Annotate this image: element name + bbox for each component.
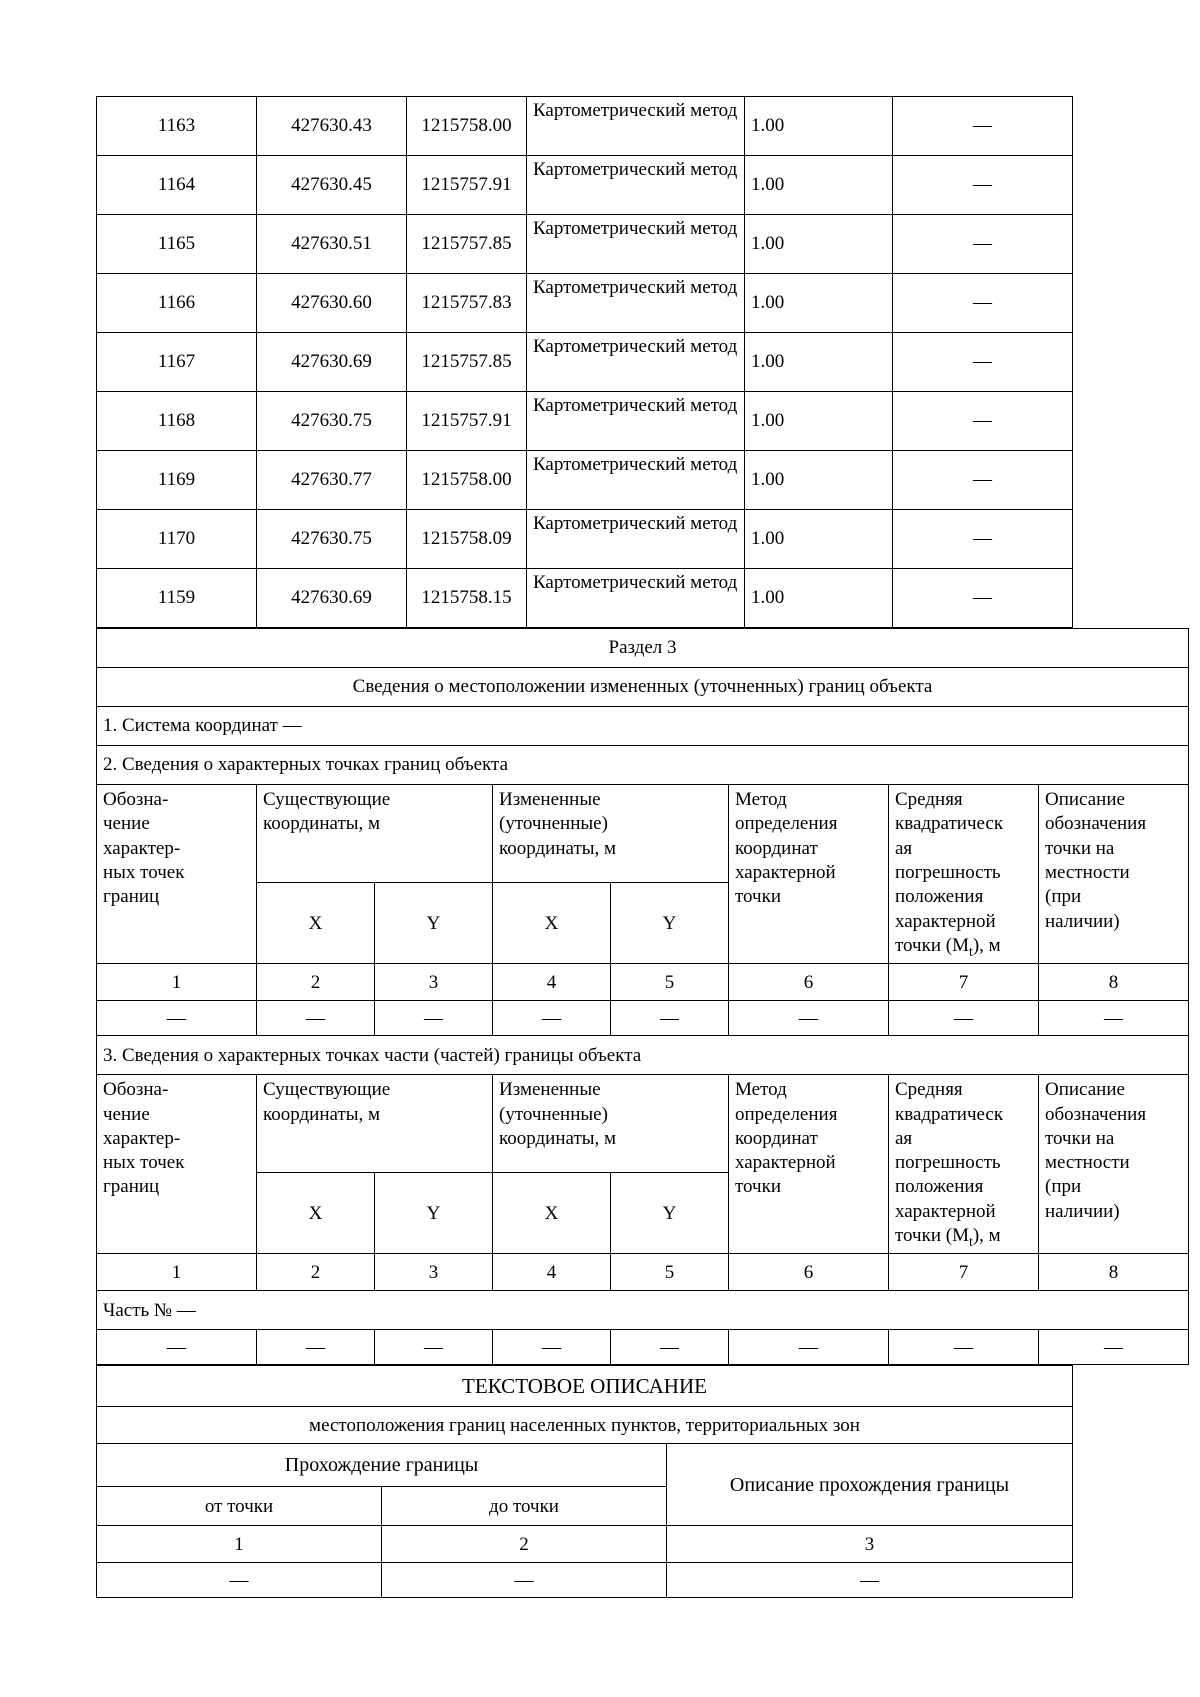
rmse-line-7 — [895, 1224, 1032, 1250]
header-changed-coords — [493, 1075, 729, 1173]
header-existing-y: Y — [375, 1173, 493, 1254]
empty-cell: — — [97, 1001, 257, 1036]
empty-cell: — — [493, 1330, 611, 1365]
cell-description: — — [893, 510, 1073, 569]
header-method — [729, 785, 889, 964]
description-line-5: (при — [1045, 886, 1082, 908]
column-number: 3 — [375, 964, 493, 1001]
item-3-row — [97, 1036, 1189, 1075]
cell-description: — — [893, 569, 1073, 628]
cell-y: 1215758.00 — [407, 97, 527, 156]
table-row — [97, 392, 1073, 451]
rmse-line-7 — [895, 934, 1032, 960]
table-row — [97, 451, 1073, 510]
empty-cell: — — [257, 1001, 375, 1036]
rmse-line-1: Средняя — [895, 1079, 963, 1101]
header-changed-x: X — [493, 1173, 611, 1254]
to-point-header: до точки — [382, 1487, 667, 1526]
cell-y: 1215757.91 — [407, 392, 527, 451]
empty-cell: — — [375, 1330, 493, 1365]
cell-mt: 1.00 — [745, 451, 893, 510]
header-designation — [97, 785, 257, 964]
method-line-1: Метод — [735, 1079, 787, 1101]
cell-description: — — [893, 333, 1073, 392]
cell-mt: 1.00 — [745, 97, 893, 156]
changed-line-3: координаты, м — [499, 1127, 617, 1149]
existing-line-2: координаты, м — [263, 813, 381, 835]
coordinate-system-row — [97, 707, 1189, 746]
cell-method: Картометрический метод — [527, 215, 745, 274]
header-existing-x: X — [257, 883, 375, 964]
cell-method: Картометрический метод — [527, 451, 745, 510]
column-number: 4 — [493, 964, 611, 1001]
changed-line-2: (уточненные) — [499, 813, 608, 835]
header-description — [1039, 1075, 1189, 1254]
from-point-header: от точки — [97, 1487, 382, 1526]
cell-mt: 1.00 — [745, 569, 893, 628]
rmse-line-3: ая — [895, 837, 913, 859]
rmse-mt-subscript: t — [969, 1233, 973, 1249]
cell-point: 1169 — [97, 451, 257, 510]
header-rmse — [889, 785, 1039, 964]
changed-line-1: Измененные — [499, 789, 601, 810]
item-2-label: 2. Сведения о характерных точках границ объекта — [97, 746, 1189, 785]
cell-x: 427630.69 — [257, 569, 407, 628]
header-existing-coords — [257, 785, 493, 883]
cell-mt: 1.00 — [745, 156, 893, 215]
method-line-3: координат — [735, 1127, 818, 1149]
cell-method: Картометрический метод — [527, 274, 745, 333]
column-number: 3 — [667, 1526, 1073, 1563]
description-line-5: (при — [1045, 1176, 1082, 1198]
header-changed-y: Y — [611, 883, 729, 964]
passage-header: Прохождение границы — [97, 1444, 667, 1487]
cell-mt: 1.00 — [745, 215, 893, 274]
designation-line-4: ных точек — [103, 1152, 185, 1174]
header-existing-y: Y — [375, 883, 493, 964]
document-page — [96, 96, 1147, 1598]
cell-method: Картометрический метод — [527, 569, 745, 628]
text-description-subtitle: местоположения границ населенных пунктов, территориальных зон — [97, 1407, 1073, 1444]
cell-y: 1215758.00 — [407, 451, 527, 510]
designation-line-2: чение — [103, 1103, 150, 1125]
designation-line-1: Обозна- — [103, 789, 169, 810]
column-number-row — [97, 964, 1189, 1001]
table-row — [97, 156, 1073, 215]
cell-point: 1168 — [97, 392, 257, 451]
table-row — [97, 333, 1073, 392]
cell-y: 1215758.09 — [407, 510, 527, 569]
section-title-row — [97, 629, 1189, 668]
designation-line-4: ных точек — [103, 861, 185, 883]
cell-method: Картометрический метод — [527, 510, 745, 569]
column-number: 2 — [257, 1254, 375, 1291]
text-description-title-row — [97, 1366, 1073, 1407]
empty-data-row — [97, 1001, 1189, 1036]
designation-line-5: границ — [103, 886, 160, 908]
cell-y: 1215757.85 — [407, 215, 527, 274]
column-number: 7 — [889, 1254, 1039, 1291]
empty-data-row — [97, 1563, 1073, 1598]
column-number: 1 — [97, 1526, 382, 1563]
empty-cell: — — [889, 1001, 1039, 1036]
item-3-label: 3. Сведения о характерных точках части (частей) границы объекта — [97, 1036, 1189, 1075]
section-3-subtitle: Сведения о местоположении измененных (уточненных) границ объекта — [97, 668, 1189, 707]
description-line-1: Описание — [1045, 789, 1125, 810]
header-description — [1039, 785, 1189, 964]
cell-y: 1215757.91 — [407, 156, 527, 215]
cell-point: 1163 — [97, 97, 257, 156]
section-3-table — [96, 628, 1189, 1365]
text-description-subtitle-row — [97, 1407, 1073, 1444]
column-number: 8 — [1039, 964, 1189, 1001]
column-number: 3 — [375, 1254, 493, 1291]
cell-point: 1165 — [97, 215, 257, 274]
rmse-line-1: Средняя — [895, 789, 963, 810]
description-line-3: точки на — [1045, 1127, 1115, 1149]
designation-line-1: Обозна- — [103, 1079, 169, 1101]
empty-cell: — — [1039, 1001, 1189, 1036]
method-line-4: характерной — [735, 861, 836, 883]
rmse-line-4: погрешность — [895, 1152, 1001, 1174]
changed-line-2: (уточненные) — [499, 1103, 608, 1125]
header-existing-coords — [257, 1075, 493, 1173]
description-line-3: точки на — [1045, 837, 1115, 859]
column-number: 5 — [611, 1254, 729, 1291]
table-row — [97, 510, 1073, 569]
column-number: 2 — [382, 1526, 667, 1563]
cell-point: 1159 — [97, 569, 257, 628]
rmse-line-6: характерной — [895, 910, 996, 932]
header-changed-x: X — [493, 883, 611, 964]
column-number: 7 — [889, 964, 1039, 1001]
column-number: 6 — [729, 1254, 889, 1291]
column-number-row — [97, 1254, 1189, 1291]
description-line-6: наличии) — [1045, 1200, 1120, 1222]
header-existing-x: X — [257, 1173, 375, 1254]
part-number-row — [97, 1291, 1189, 1330]
passage-description-header: Описание прохождения границы — [667, 1444, 1073, 1526]
rmse-line-6: характерной — [895, 1200, 996, 1222]
existing-line-1: Существующие — [263, 1079, 391, 1101]
empty-cell: — — [1039, 1330, 1189, 1365]
empty-cell: — — [493, 1001, 611, 1036]
table-row — [97, 215, 1073, 274]
cell-description: — — [893, 274, 1073, 333]
empty-cell: — — [889, 1330, 1039, 1365]
description-line-4: местности — [1045, 861, 1130, 883]
changed-line-1: Измененные — [499, 1079, 601, 1101]
cell-method: Картометрический метод — [527, 392, 745, 451]
cell-mt: 1.00 — [745, 274, 893, 333]
table-row — [97, 569, 1073, 628]
cell-description: — — [893, 156, 1073, 215]
empty-cell: — — [729, 1330, 889, 1365]
part-number-label: Часть № — — [97, 1291, 1189, 1330]
method-line-5: точки — [735, 886, 782, 908]
description-line-6: наличии) — [1045, 910, 1120, 932]
column-number: 5 — [611, 964, 729, 1001]
cell-point: 1166 — [97, 274, 257, 333]
column-number-row — [97, 1526, 1073, 1563]
description-line-4: местности — [1045, 1152, 1130, 1174]
empty-cell: — — [611, 1001, 729, 1036]
existing-line-2: координаты, м — [263, 1103, 381, 1125]
points-header-row-3 — [97, 1075, 1189, 1173]
rmse-mt-subscript: t — [969, 943, 973, 959]
cell-description: — — [893, 215, 1073, 274]
designation-line-5: границ — [103, 1176, 160, 1198]
cell-mt: 1.00 — [745, 333, 893, 392]
cell-y: 1215758.15 — [407, 569, 527, 628]
cell-mt: 1.00 — [745, 510, 893, 569]
cell-x: 427630.60 — [257, 274, 407, 333]
cell-method: Картометрический метод — [527, 333, 745, 392]
coordinate-system-label: 1. Система координат — — [97, 707, 1189, 746]
cell-x: 427630.77 — [257, 451, 407, 510]
column-number: 2 — [257, 964, 375, 1001]
coordinate-rows — [97, 97, 1073, 628]
cell-x: 427630.43 — [257, 97, 407, 156]
description-line-2: обозначения — [1045, 1103, 1147, 1125]
rmse-mt-prefix: точки (M — [895, 1225, 969, 1247]
cell-method: Картометрический метод — [527, 97, 745, 156]
method-line-4: характерной — [735, 1152, 836, 1174]
rmse-mt-suffix: ), м — [972, 1225, 1001, 1247]
cell-description: — — [893, 392, 1073, 451]
existing-line-1: Существующие — [263, 789, 391, 810]
empty-cell: — — [97, 1563, 382, 1598]
rmse-line-5: положения — [895, 1176, 984, 1198]
designation-line-3: характер- — [103, 1127, 181, 1149]
rmse-line-3: ая — [895, 1127, 913, 1149]
points-header-row-1 — [97, 785, 1189, 883]
text-description-table — [96, 1365, 1073, 1598]
section-3-title: Раздел 3 — [97, 629, 1189, 668]
designation-line-3: характер- — [103, 837, 181, 859]
empty-cell: — — [382, 1563, 667, 1598]
header-changed-y: Y — [611, 1173, 729, 1254]
changed-line-3: координаты, м — [499, 837, 617, 859]
cell-mt: 1.00 — [745, 392, 893, 451]
description-line-2: обозначения — [1045, 813, 1147, 835]
column-number: 1 — [97, 964, 257, 1001]
column-number: 8 — [1039, 1254, 1189, 1291]
method-line-5: точки — [735, 1176, 782, 1198]
cell-point: 1170 — [97, 510, 257, 569]
cell-x: 427630.45 — [257, 156, 407, 215]
cell-y: 1215757.85 — [407, 333, 527, 392]
cell-y: 1215757.83 — [407, 274, 527, 333]
method-line-1: Метод — [735, 789, 787, 810]
empty-cell: — — [667, 1563, 1073, 1598]
rmse-line-5: положения — [895, 886, 984, 908]
cell-point: 1167 — [97, 333, 257, 392]
cell-x: 427630.75 — [257, 510, 407, 569]
empty-cell: — — [97, 1330, 257, 1365]
rmse-mt-prefix: точки (M — [895, 934, 969, 956]
empty-cell: — — [257, 1330, 375, 1365]
header-rmse — [889, 1075, 1039, 1254]
rmse-line-4: погрешность — [895, 861, 1001, 883]
cell-method: Картометрический метод — [527, 156, 745, 215]
text-description-title: ТЕКСТОВОЕ ОПИСАНИЕ — [97, 1366, 1073, 1407]
table-row — [97, 97, 1073, 156]
header-method — [729, 1075, 889, 1254]
coordinate-points-table — [96, 96, 1073, 628]
cell-description: — — [893, 451, 1073, 510]
method-line-3: координат — [735, 837, 818, 859]
passage-header-row — [97, 1444, 1073, 1487]
method-line-2: определения — [735, 1103, 838, 1125]
method-line-2: определения — [735, 813, 838, 835]
cell-point: 1164 — [97, 156, 257, 215]
table-row — [97, 274, 1073, 333]
header-designation — [97, 1075, 257, 1254]
item-2-row — [97, 746, 1189, 785]
cell-description: — — [893, 97, 1073, 156]
empty-cell: — — [611, 1330, 729, 1365]
header-changed-coords — [493, 785, 729, 883]
rmse-line-2: квадратическ — [895, 813, 1004, 835]
column-number: 1 — [97, 1254, 257, 1291]
rmse-line-2: квадратическ — [895, 1103, 1004, 1125]
empty-cell: — — [375, 1001, 493, 1036]
section-subtitle-row — [97, 668, 1189, 707]
empty-data-row — [97, 1330, 1189, 1365]
column-number: 6 — [729, 964, 889, 1001]
empty-cell: — — [729, 1001, 889, 1036]
cell-x: 427630.69 — [257, 333, 407, 392]
description-line-1: Описание — [1045, 1079, 1125, 1101]
column-number: 4 — [493, 1254, 611, 1291]
designation-line-2: чение — [103, 813, 150, 835]
cell-x: 427630.75 — [257, 392, 407, 451]
cell-x: 427630.51 — [257, 215, 407, 274]
rmse-mt-suffix: ), м — [972, 934, 1001, 956]
